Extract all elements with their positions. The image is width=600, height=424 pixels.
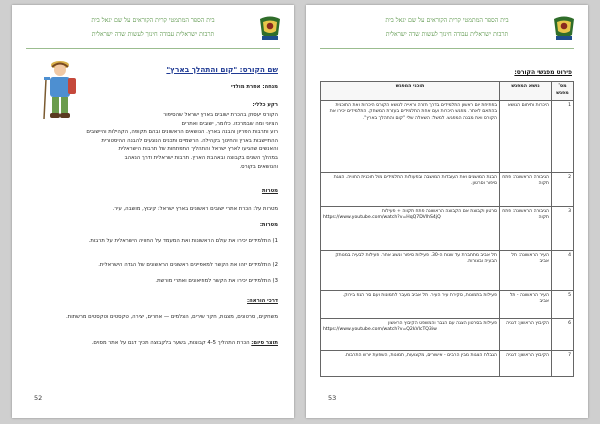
session-content-text: פעילות בסרטון הצגה עם הגבר והמשפט הקיבוץ הראשון <box>388 320 497 326</box>
methods-heading: דרכי הוראה: <box>247 298 278 304</box>
session-topic: העיר הראשונה: תל אביב <box>500 250 552 290</box>
session-topic: העיר הראשונה - תל אביב <box>500 290 552 318</box>
header-line-2: תרבות ישראלית עבודה חינוך לעשות שדה ישראלית <box>91 31 215 38</box>
session-content <box>321 206 500 250</box>
session-topic: היכרות ותיחום הנושא <box>500 100 552 172</box>
page-header <box>12 13 294 51</box>
header-line-1: בית הספר המתמטי קרית הקוראים על שם יגאל בית <box>385 17 509 24</box>
goals-heading: מטרות <box>261 188 278 194</box>
sessions-table <box>320 81 574 377</box>
goal-item: 3) התלמידים יכירו את הקשר למוזיאונים ואתרי מורשת. <box>155 278 278 284</box>
rationale-line: ההתיישבות בארץ והחינוך בקהילה. הרשמיים ותכנים הנוגעים להבנה ההיסטורית <box>101 137 278 144</box>
goals-main: מטרות על: הכרת אתרי ישובים ראשונים בארץ ישראל: קיבוץ, מושבה, עיר. <box>112 206 278 212</box>
final-product-text: הכרת התהליך 4-5 קבוצות, בשער בלקבוצה תכיך דגם על אתר מסוים. <box>91 340 250 346</box>
rationale-line: והנושאים בקורס. <box>239 163 278 170</box>
session-number: 6 <box>552 318 574 350</box>
session-topic: הקיבוץ הראשון: דגניה <box>500 350 552 376</box>
goals-sub-heading: מטרות: <box>259 222 278 228</box>
final-product-label: תוצר סיום: <box>251 340 278 346</box>
school-logo-icon <box>258 15 282 41</box>
rationale-line: במהלך השנים בקבוצה ובאהבת הארץ. תרבות ישראלית ודרך הנאהב <box>124 154 278 161</box>
rationale-text <box>26 111 278 171</box>
page-52 <box>12 5 294 418</box>
session-number: 2 <box>552 172 574 206</box>
table-row <box>321 250 574 290</box>
school-logo-icon <box>552 15 576 41</box>
table-header-row <box>321 82 574 101</box>
header-line-1: בית הספר המתמטי קרית הקוראים על שם יגאל בית <box>91 17 215 24</box>
page-header <box>306 13 588 51</box>
column-header: מס' מפגש <box>552 82 574 101</box>
session-content: פעילות בתמונות, סקירת עיר העיר. תל אביב מעבר לתמונות ועם סר הנפ בירוק. <box>321 290 500 318</box>
session-number: 1 <box>552 100 574 172</box>
session-content: בפתיחת יום ראשון התלמידים בדרך חזרה וראייה לנושא הקורס היכרות ואת התוכנית בהתאם לאתר. מפגש היכרות ועם אחת התלמידים בעזרת המשחק. התלמידים יכירו את הקורס ואת מבנה המפגש. למשל: השאלה שלי "קום והתהלך בארץ". <box>321 100 500 172</box>
table-row <box>321 172 574 206</box>
rationale-line: והאנשים שהגיעו לארץ ישראל והתהליך התפתחות של תרבות הישראלית <box>118 146 278 153</box>
session-topic: הגיבורה הראשונה: פתח תקוה <box>500 172 552 206</box>
column-header: תוכני המפגש <box>321 82 500 101</box>
table-row <box>321 290 574 318</box>
session-content: תל אביב מתחברת עד שנות ה-30. פעילות סיפור ונשוג אחר. פעילות לבעיה במנותק הבעיה ובצורות. <box>321 250 500 290</box>
session-number: 5 <box>552 290 574 318</box>
rationale-line: הציוני ומה שבמרכזו. כלומר, ישובים ואתרים <box>181 120 278 127</box>
table-row <box>321 318 574 350</box>
video-link[interactable]: https://www.youtube.com/watch?v=HqQ7DVlhS4jQ <box>323 215 441 221</box>
rationale-line: רוע ותרבות הפריון והבנה בארץ. הנושאים הראשונים ובהם תקופה, הקהילות והיישובים <box>86 129 278 136</box>
session-content-text: סרטון וקבוצת אם הקבוצה הראשונה פתח תקווה + פעילות <box>381 208 497 214</box>
session-number: 7 <box>552 350 574 376</box>
sessions-heading: פירוט מפגשי הקורס: <box>514 69 572 76</box>
goal-item: 1) התלמידים יכירו את עולם הראשונות ואת המעמד על החוויה הישראלית על תרבות. <box>88 238 278 244</box>
session-topic: הקיבוץ הראשון: דגניה <box>500 318 552 350</box>
page-number: 52 <box>34 394 43 402</box>
page-number: 53 <box>328 394 337 402</box>
header-divider <box>320 48 574 49</box>
session-content: הבנת המושגים ואת העובדות המושבה ובפעולות התלמידים מול תוכנית החוויה. הצגת סיפור וסרטון. <box>321 172 500 206</box>
header-divider <box>26 48 280 49</box>
session-content <box>321 318 500 350</box>
column-header: נושא המפגש <box>500 82 552 101</box>
course-title: שם הקורס: "קום והתהלך בארץ" <box>166 65 278 74</box>
course-author: מנחה: אפרת מולדי <box>231 84 278 90</box>
rationale-heading: רקע כללי: <box>252 102 278 108</box>
rationale-line: הקורס יעסוק בהכרת ישובים בארץ ישראל שהסיפור <box>163 112 278 118</box>
goal-item: 2) התלמידים יזהו את הקשר למאפיינים ראשונים הראשונים של הגדה הישראלית. <box>98 262 278 268</box>
table-row <box>321 206 574 250</box>
session-topic: הגיבורה הראשונה: פתח תקוה <box>500 206 552 250</box>
session-number: 3 <box>552 206 574 250</box>
session-content: הגבלת הצגות מבין הרבים - אישורים, מקצועות, תמונות, השפעת יורש התרבות. <box>321 350 500 376</box>
table-row <box>321 100 574 172</box>
final-product <box>26 339 278 348</box>
video-link[interactable]: https://www.youtube.com/watch?v=Q2kVlcTQ3iw <box>323 327 437 333</box>
methods-text: משחקים, סרטונים, מצגות, חקר שירים, הצלמים — אחרים, יצירה, טקסטים וטקסטים מרשתות. <box>66 314 278 320</box>
page-53 <box>306 5 588 418</box>
table-row <box>321 350 574 376</box>
header-line-2: תרבות ישראלית עבודה חינוך לעשות שדה ישראלית <box>385 31 509 38</box>
session-number: 4 <box>552 250 574 290</box>
